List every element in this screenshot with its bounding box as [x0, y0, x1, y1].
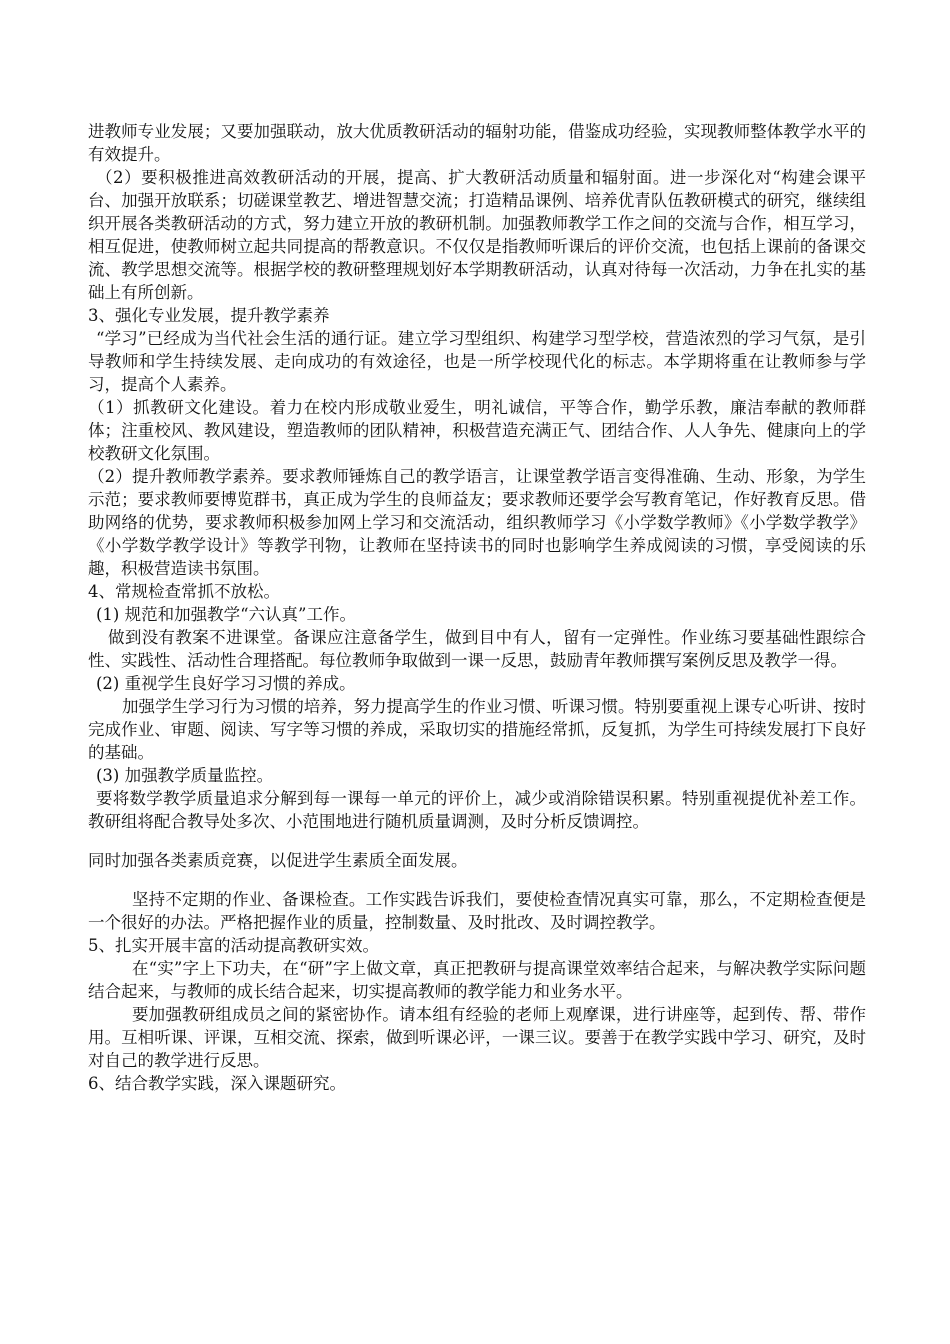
paragraph-quality: 要将数学教学质量追求分解到每一课每一单元的评价上，减少或消除错误积累。特别重视提优补差工作。教研组将配合教导处多次、小范围地进行随机质量调测，及时分析反馈调控。	[88, 789, 866, 831]
section-heading-3: 3、强化专业发展，提升教学素养	[88, 306, 330, 325]
paragraph-intro-continuation: 进教师专业发展；又要加强联动，放大优质教研活动的辐射功能，借鉴成功经验，实现教师整体教学水平的有效提升。	[88, 122, 866, 164]
paragraph-collaboration: 要加强教研组成员之间的紧密协作。请本组有经验的老师上观摩课，进行讲座等，起到传、帮、带作用。互相听课、评课，互相交流、探索，做到听课必评，一课三议。要善于在教学实践中学习、研究，及时对自己的教学进行反思。	[88, 1005, 866, 1070]
subheading-2-habits: (2) 重视学生良好学习习惯的养成。	[96, 674, 356, 693]
subheading-1-six-diligence: (1) 规范和加强教学“六认真”工作。	[96, 605, 356, 624]
paragraph-irregular-check: 坚持不定期的作业、备课检查。工作实践告诉我们，要使检查情况真实可靠，那么，不定期检查便是一个很好的办法。严格把握作业的质量，控制数量、及时批改、及时调控教学。	[88, 890, 866, 932]
paragraph-item-2-open-research: （2）要积极推进高效教研活动的开展，提高、扩大教研活动质量和辐射面。进一步深化对“构建会课平台、加强开放联系；切磋课堂教艺、增进智慧交流；打造精品课例、培养优青队伍教研模式的研究，继续组织开展各类教研活动的方式，努力建立开放的教研机制。加强教师教学工作之间的交流与合作，相互学习，相互促进，使教师树立起共同提高的帮教意识。不仅仅是指教师听课后的评价交流，也包括上课前的备课交流、教学思想交流等。根据学校的教研整理规划好本学期教研活动，认真对待每一次活动，力争在扎实的基础上有所创新。	[88, 168, 866, 302]
subheading-3-quality: (3) 加强教学质量监控。	[96, 766, 274, 785]
paragraph-habits: 加强学生学习行为习惯的培养，努力提高学生的作业习惯、听课习惯。特别要重视上课专心听讲、按时完成作业、审题、阅读、写字等习惯的养成，采取切实的措施经常抓，反复抓，为学生可持续发展打下良好的基础。	[88, 697, 866, 762]
paragraph-lesson-plan: 做到没有教案不进课堂。备课应注意备学生，做到目中有人，留有一定弹性。作业练习要基础性跟综合性、实践性、活动性合理搭配。每位教师争取做到一课一反思，鼓励青年教师撰写案例反思及教学一得。	[88, 628, 866, 670]
paragraph-item-2-literacy: （2）提升教师教学素养。要求教师锤炼自己的教学语言，让课堂教学语言变得准确、生动、形象，为学生示范；要求教师要博览群书，真正成为学生的良师益友；要求教师还要学会写教育笔记，作好教育反思。借助网络的优势，要求教师积极参加网上学习和交流活动，组织教师学习《小学数学教师》《小学数学教学》《小学数学教学设计》等教学刊物，让教师在坚持读书的同时也影响学生养成阅读的习惯，享受阅读的乐趣，积极营造读书氛围。	[88, 467, 866, 578]
paragraph-competition: 同时加强各类素质竞赛，以促进学生素质全面发展。	[88, 851, 468, 870]
paragraph-item-1-culture: （1）抓教研文化建设。着力在校内形成敬业爱生，明礼诚信，平等合作，勤学乐教，廉洁奉献的教师群体；注重校风、教风建设，塑造教师的团队精神，积极营造充满正气、团结合作、人人争先、健康向上的学校教研文化氛围。	[88, 398, 866, 463]
document-body	[88, 120, 866, 1095]
section-heading-5: 5、扎实开展丰富的活动提高教研实效。	[88, 936, 379, 955]
paragraph-solid-research: 在“实”字上下功夫，在“研”字上做文章，真正把教研与提高课堂效率结合起来，与解决教学实际问题结合起来，与教师的成长结合起来，切实提高教师的教学能力和业务水平。	[88, 959, 866, 1001]
paragraph-learning: “学习”已经成为当代社会生活的通行证。建立学习型组织、构建学习型学校，营造浓烈的学习气氛，是引导教师和学生持续发展、走向成功的有效途径，也是一所学校现代化的标志。本学期将重在让教师参与学习，提高个人素养。	[88, 329, 866, 394]
section-heading-6: 6、结合教学实践，深入课题研究。	[88, 1074, 346, 1093]
section-heading-4: 4、常规检查常抓不放松。	[88, 582, 280, 601]
